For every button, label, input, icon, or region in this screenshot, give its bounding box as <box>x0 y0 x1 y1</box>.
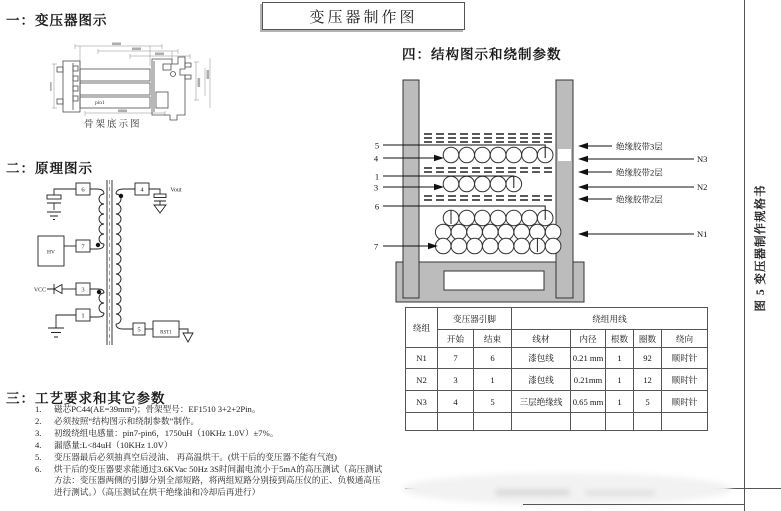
right-callout-arrowheads <box>578 143 588 237</box>
section3-heading: 三：工艺要求和其它参数 <box>6 391 166 406</box>
callout-6: 6 <box>374 201 380 212</box>
section1-heading: 一：变压器图示 <box>6 13 108 28</box>
col-wire: 绕组用线 <box>512 308 708 330</box>
pin1-label: 1 <box>81 312 85 320</box>
pin5-label: 5 <box>137 326 141 334</box>
watermark-smudge <box>585 490 655 496</box>
table-row: N2 3 1 漆包线 0.21mm 1 12 顺时针 <box>406 369 708 391</box>
n2-turns <box>443 176 521 192</box>
n1-label: N1 <box>697 229 708 239</box>
tape3-label: 绝缘胶带3层 <box>616 141 663 152</box>
flange-notch <box>558 149 571 161</box>
tape-layers <box>424 134 553 200</box>
hv-label: HV <box>47 249 55 256</box>
table-row: N3 4 5 三层绝缘线 0.65 mm 1 5 顺时针 <box>406 391 708 413</box>
vcc-label: VCC <box>33 287 47 294</box>
pin4-label: 4 <box>140 186 144 194</box>
col-diameter: 内径 <box>571 330 606 348</box>
col-start: 开始 <box>438 330 474 348</box>
tape2b-label: 绝缘胶带2层 <box>616 194 663 205</box>
transformer-core <box>107 180 112 345</box>
callout-1: 1 <box>374 171 380 182</box>
vcc-diode <box>47 284 76 294</box>
frame-bottom-rule <box>523 504 744 505</box>
list-item: 6. 烘干后的变压器要求能通过3.6KVac 50Hz 3S时间漏电流小于5mA的高压测试（高压测试方法：变压器两侧的引脚分别全部短路，将两组短路分别接到高压仪的正、负极通高压进行测试。）（高压测试在烘干绝缘油和冷却后再进行） <box>35 463 383 498</box>
figure-side-label: 图 5 变压器制作规格书 <box>755 184 767 312</box>
section4-heading: 四：结构图示和绕制参数 <box>402 47 562 62</box>
pin6-label: 6 <box>81 186 85 194</box>
bobbin-drawing <box>50 40 240 128</box>
vout-label: Vout <box>170 187 182 194</box>
schematic-drawing <box>25 173 235 350</box>
primary-ground <box>48 315 76 337</box>
col-winding: 绕组 <box>406 308 438 348</box>
n3-turns <box>443 147 553 163</box>
n3-label: N3 <box>697 154 708 164</box>
pin7-label: 7 <box>81 243 85 251</box>
dimension-lines <box>52 44 210 116</box>
bobbin-cross-section <box>396 80 584 302</box>
pin3-label: 3 <box>81 286 85 294</box>
list-item: 3. 初级绕组电感量：pin7-pin6，1750uH（10KHz 1.0V）±7%。 <box>35 427 279 438</box>
n1-row1 <box>443 210 553 226</box>
col-turns: 圈数 <box>634 330 662 348</box>
n1-row3 <box>435 238 560 254</box>
callout-4: 4 <box>373 153 379 164</box>
right-callout-labels <box>616 142 707 240</box>
col-pins: 变压器引脚 <box>438 308 512 330</box>
winding-parameters-table <box>405 307 708 431</box>
page-title <box>262 2 465 30</box>
col-material: 线材 <box>512 330 571 348</box>
structure-drawing <box>370 70 725 305</box>
aux-winding <box>90 289 104 317</box>
section2-heading: 二：原理图示 <box>6 161 93 176</box>
page-title-text: 变压器制作图 <box>309 9 418 26</box>
table-row-empty <box>406 413 708 431</box>
list-item: 2. 必须按照“结构图示和绕制参数”制作。 <box>35 415 200 426</box>
frame-vertical-rule <box>744 0 745 511</box>
output-capacitor <box>149 189 166 213</box>
hv-source <box>38 236 76 266</box>
rst-label: RST1 <box>160 330 172 336</box>
secondary-winding <box>116 189 135 329</box>
list-item: 4. 漏感量:L<84uH（10KHz 1.0V） <box>35 439 173 450</box>
list-item: 1. 磁芯PC44(AE=39mm²)；骨架型号：EF1510 3+2+2Pin。 <box>35 404 261 414</box>
table-row: N1 7 6 漆包线 0.21 mm 1 92 顺时针 <box>406 348 708 369</box>
tape2a-label: 绝缘胶带2层 <box>616 167 663 178</box>
bobbin-caption: 骨架底示图 <box>84 120 142 130</box>
primary-winding <box>90 189 104 249</box>
left-callout-labels <box>374 141 379 252</box>
right-callout-lines <box>580 146 694 234</box>
col-strands: 根数 <box>606 330 634 348</box>
callout-7: 7 <box>373 241 379 252</box>
pin1-label: pin1 <box>95 100 105 106</box>
list-item: 5. 变压器最后必须抽真空后浸油、 再高温烘干。(烘干后的变压器不能有气泡) <box>35 451 337 462</box>
watermark-smudge <box>495 489 570 496</box>
n2-label: N2 <box>697 182 708 192</box>
callout-5: 5 <box>374 140 380 151</box>
n1-row2 <box>435 224 560 240</box>
callout-3: 3 <box>373 182 379 193</box>
col-end: 结束 <box>474 330 512 348</box>
process-requirements-list <box>30 404 388 499</box>
col-direction: 绕向 <box>662 330 708 348</box>
input-capacitor <box>47 189 76 220</box>
